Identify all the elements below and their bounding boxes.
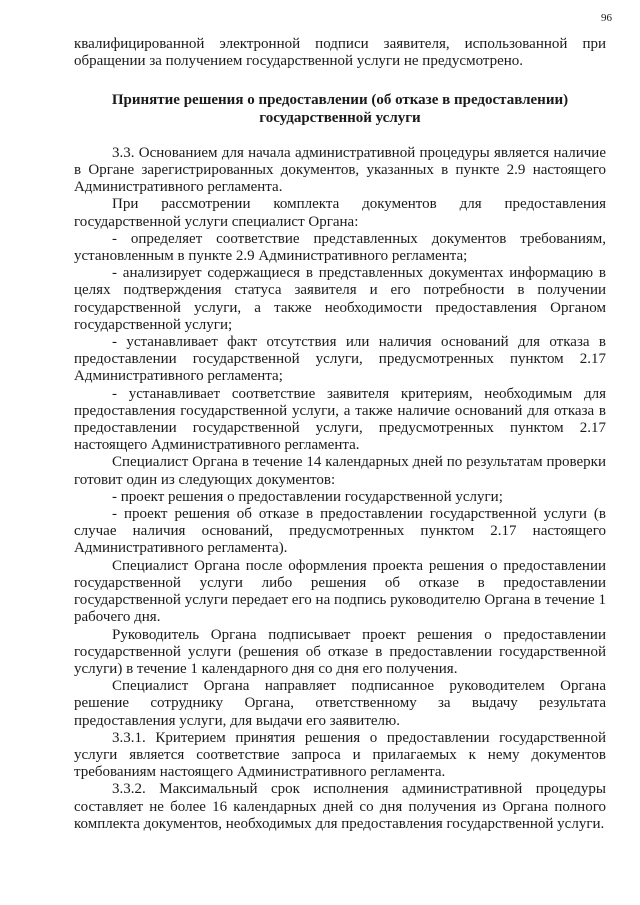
document-body <box>74 36 606 833</box>
paragraph-3-3-1: 3.3.1. Критерием принятия решения о предоставлении государственной услуги является соответствие запроса и прилагаемых к нему документов требованиям настоящего Административного регламента. <box>74 729 606 781</box>
list-item-refusal-grounds: - устанавливает факт отсутствия или наличия оснований для отказа в предоставлении государственной услуги, предусмотренных пунктом 2.17 Административного регламента; <box>74 334 606 385</box>
section-heading <box>74 92 606 126</box>
list-item-requirements: - определяет соответствие представленных документов требованиям, установленным в пункте 2.9 Административного регламента; <box>74 230 606 265</box>
section-heading-line-1: Принятие решения о предоставлении (об отказе в предоставлении) <box>111 92 569 109</box>
list-item-analysis: - анализирует содержащиеся в представленных документах информацию в целях подтверждения статуса заявителя и его потребности в получении государственной услуги, а также необходимости предоставления Органом государственной услуги; <box>74 265 606 333</box>
section-heading-line-2: государственной услуги <box>259 109 421 126</box>
list-item-grant-draft: - проект решения о предоставлении государственной услуги; <box>112 488 503 505</box>
page-number: 96 <box>601 12 612 24</box>
paragraph-review-intro: При рассмотрении комплекта документов для предоставления государственной услуги специалист Органа: <box>74 196 606 230</box>
paragraph-specialist-sends: Специалист Органа направляет подписанное руководителем Органа решение сотруднику Органа, ответственному за выдачу результата предоставления услуги, для выдачи его заявителю. <box>74 678 606 729</box>
intro-paragraph: квалифицированной электронной подписи заявителя, использованной при обращении за получением государственной услуги не предусмотрено. <box>74 36 606 70</box>
paragraph-specialist-transfers: Специалист Органа после оформления проекта решения о предоставлении государственной услуги либо решения об отказе в предоставлении государственной услуги передает его на подпись руководителю Органа в течение 1 рабочего дня. <box>74 557 606 626</box>
paragraph-head-signs: Руководитель Органа подписывает проект решения о предоставлении государственной услуги (решения об отказе в предоставлении государственной услуги) в течение 1 календарного дня со дня его получения. <box>74 626 606 677</box>
paragraph-specialist-prepares: Специалист Органа в течение 14 календарных дней по результатам проверки готовит один из следующих документов: <box>74 454 606 488</box>
list-item-refusal-draft: - проект решения об отказе в предоставлении государственной услуги (в случае наличия оснований, предусмотренных пунктом 2.17 настоящего Административного регламента). <box>74 506 606 557</box>
paragraph-3-3: 3.3. Основанием для начала административной процедуры является наличие в Органе зарегистрированных документов, указанных в пункте 2.9 настоящего Административного регламента. <box>74 144 606 196</box>
list-item-criteria: - устанавливает соответствие заявителя критериям, необходимым для предоставления государственной услуги, а также наличие оснований для отказа в предоставлении государственной услуги, предусмотренных пунктом 2.17 настоящего Административного регламента. <box>74 385 606 454</box>
paragraph-3-3-2: 3.3.2. Максимальный срок исполнения административной процедуры составляет не более 16 календарных дней со дня получения из Органа полного комплекта документов, необходимых для предоставления государственной услуги. <box>74 781 606 832</box>
